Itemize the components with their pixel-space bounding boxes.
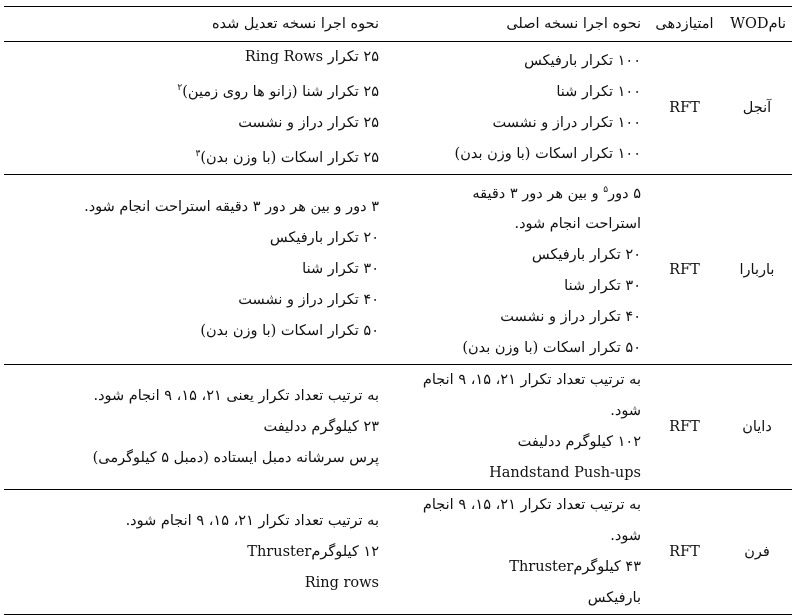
modified-line: ۵۰ تکرار اسکات (با وزن بدن) <box>200 323 379 340</box>
modified-line: Ring rows <box>304 574 379 591</box>
modified-line: ۲۵ تکرار شنا (زانو ها روی زمین)$^۲$ <box>177 83 379 100</box>
modified-line: ۲۵ تکرار دراز و نشست <box>238 114 379 131</box>
original-line: ۱۰۰ تکرار دراز و نشست <box>492 114 641 131</box>
header-name: نامWOD <box>722 7 792 42</box>
header-modified: نحوه اجرا نسخه تعدیل شده <box>4 7 385 42</box>
table-row <box>4 365 792 490</box>
wod-name: باربارا <box>722 174 792 365</box>
modified-line: ۱۲ کیلوگرمThruster <box>247 543 379 560</box>
original-cell <box>385 365 647 490</box>
wod-score: RFT <box>647 174 722 365</box>
original-line: ۱۰۰ تکرار بارفیکس <box>524 52 641 69</box>
footnote-mark: ۳ <box>195 148 201 159</box>
header-row <box>4 7 792 42</box>
original-cell <box>385 490 647 615</box>
modified-cell <box>4 42 385 175</box>
original-line: بارفیکس <box>587 590 641 607</box>
modified-cell <box>4 490 385 615</box>
header-original: نحوه اجرا نسخه اصلی <box>385 7 647 42</box>
modified-line: ۳ دور و بین هر دور ۳ دقیقه استراحت انجام شود. <box>84 199 379 216</box>
original-line: ۴۰ تکرار دراز و نشست <box>500 309 641 326</box>
original-line: ۲۰ تکرار بارفیکس <box>531 247 641 264</box>
original-line: ۱۰۰ تکرار شنا <box>556 83 641 100</box>
wod-score: RFT <box>647 365 722 490</box>
wod-score: RFT <box>647 42 722 175</box>
original-line: ۵۰ تکرار اسکات (با وزن بدن) <box>462 340 641 357</box>
original-line: ۵ دور$^۵$ و بین هر دور ۳ دقیقه <box>472 184 641 202</box>
modified-line: به ترتیب تعداد تکرار یعنی ۲۱، ۱۵، ۹ انجام شود. <box>93 387 379 404</box>
original-line: به ترتیب تعداد تکرار ۲۱، ۱۵، ۹ انجام <box>422 497 641 514</box>
wod-name: دایان <box>722 365 792 490</box>
modified-line: پرس سرشانه دمبل ایستاده (دمبل ۵ کیلوگرمی) <box>92 449 379 466</box>
table-row <box>4 42 792 175</box>
modified-line: ۲۰ تکرار بارفیکس <box>269 230 379 247</box>
modified-line: ۲۳ کیلوگرم ددلیفت <box>263 418 379 435</box>
modified-line: ۳۰ تکرار شنا <box>302 261 379 278</box>
original-line: ۱۰۲ کیلوگرم ددلیفت <box>517 434 641 451</box>
original-line: شود. <box>610 403 641 420</box>
modified-line: ۴۰ تکرار دراز و نشست <box>238 292 379 309</box>
modified-cell <box>4 174 385 365</box>
wod-name: فرن <box>722 490 792 615</box>
wod-score: RFT <box>647 490 722 615</box>
original-line: ۴۳ کیلوگرمThruster <box>509 559 641 576</box>
original-line: Handstand Push-ups <box>489 465 641 482</box>
original-line: به ترتیب تعداد تکرار ۲۱، ۱۵، ۹ انجام <box>422 372 641 389</box>
table-row <box>4 490 792 615</box>
modified-line: به ترتیب تعداد تکرار ۲۱، ۱۵، ۹ انجام شود. <box>125 512 379 529</box>
original-line: ۳۰ تکرار شنا <box>564 278 641 295</box>
original-line: ۱۰۰ تکرار اسکات (با وزن بدن) <box>454 145 641 162</box>
modified-cell <box>4 365 385 490</box>
original-line: شود. <box>610 528 641 545</box>
wod-name: آنجل <box>722 42 792 175</box>
original-line: استراحت انجام شود. <box>514 216 641 233</box>
wod-table <box>4 6 792 615</box>
modified-line: ۲۵ تکرار Ring Rows <box>244 49 379 65</box>
header-score: امتیازدهی <box>647 7 722 42</box>
footnote-mark: ۲ <box>177 83 183 93</box>
original-cell <box>385 174 647 365</box>
footnote-mark: ۵ <box>603 184 609 195</box>
modified-line: ۲۵ تکرار اسکات (با وزن بدن)$^۳$ <box>195 148 379 166</box>
table-row <box>4 174 792 365</box>
original-cell <box>385 42 647 175</box>
